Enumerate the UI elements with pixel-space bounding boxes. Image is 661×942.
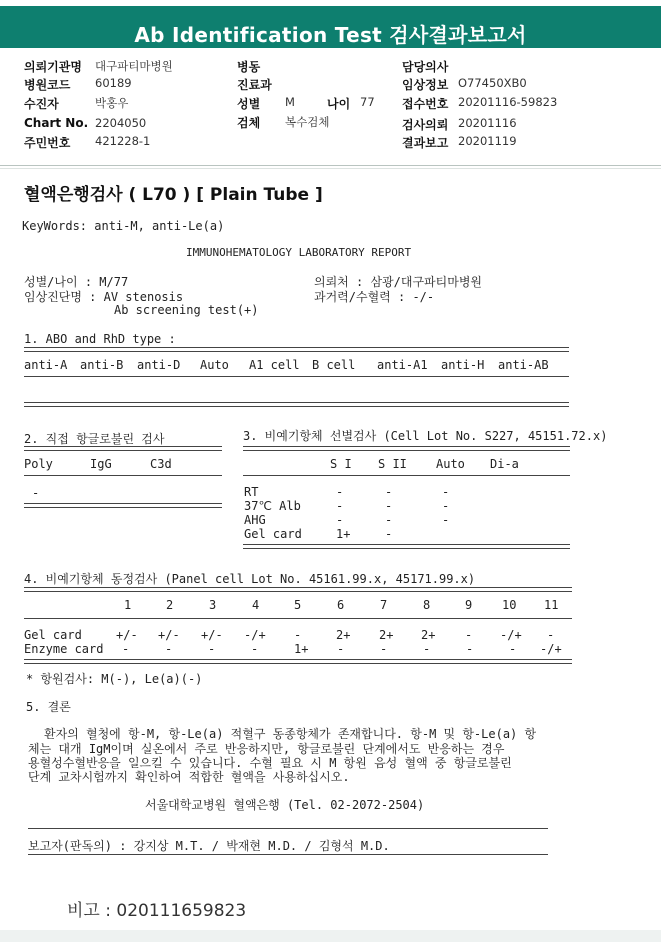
s2-rule-bottom [24, 503, 222, 508]
s3-header-dia: Di-a [490, 457, 519, 471]
chart-no-value: 2204050 [95, 116, 147, 130]
s3-title: 3. 비예기항체 선별검사 (Cell Lot No. S227, 45151.72.x) [243, 429, 608, 443]
resident-no-value: 421228-1 [95, 134, 151, 148]
s4-cell: +/- [201, 628, 223, 642]
s4-cell: +/- [158, 628, 180, 642]
referral: 의뢰처 : 삼광/대구파티마병원 [314, 275, 483, 289]
s4-rule-top [24, 587, 572, 592]
institution-label: 의뢰기관명 [24, 60, 82, 74]
receipt-no-label: 접수번호 [402, 97, 449, 111]
s4-cell: -/+ [540, 642, 562, 656]
s4-cell: 1+ [294, 642, 309, 656]
institution-value: 대구파티마병원 [95, 59, 173, 73]
body-divider [0, 168, 661, 169]
sex-label: 성별 [237, 97, 261, 111]
s3-rule-mid [243, 475, 570, 476]
s4-cell: - [294, 628, 302, 642]
s4-col: 5 [294, 598, 302, 612]
conclusion-line: 체는 대개 IgM이며 실온에서 주로 반응하지만, 항글로불린 단계에서도 반응하는 경우 [28, 742, 505, 756]
s3-cell: 1+ [336, 527, 351, 541]
s4-cell: - [547, 628, 555, 642]
s4-cell: 2+ [421, 628, 436, 642]
s1-title: 1. ABO and RhD type : [24, 332, 176, 346]
hospital-code-value: 60189 [95, 76, 132, 90]
s4-cell: +/- [116, 628, 138, 642]
s4-rule-mid [24, 618, 572, 619]
s2-title: 2. 직접 항글로불린 검사 [24, 432, 165, 446]
keywords: KeyWords: anti-M, anti-Le(a) [22, 219, 225, 233]
s4-cell: - [337, 642, 345, 656]
s1-header-b-cell: B cell [312, 358, 356, 372]
s4-title: 4. 비예기항체 동정검사 (Panel cell Lot No. 45161.99.x, 45171.99.x) [24, 572, 476, 586]
s4-cell: - [208, 642, 216, 656]
s3-rule-top [243, 446, 570, 451]
s4-cell: - [165, 642, 173, 656]
s2-rule-top [24, 446, 222, 451]
issuer: 서울대학교병원 혈액은행 (Tel. 02-2072-2504) [145, 798, 425, 812]
s3-rule-bottom [243, 544, 570, 549]
conclusion-line: 단계 교차시험까지 확인하여 적합한 혈액을 사용하십시오. [28, 770, 350, 784]
memo: 비고 : 020111659823 [67, 901, 247, 921]
clinical-info-value: O77450XB0 [458, 76, 527, 90]
s4-cell: -/+ [500, 628, 522, 642]
s3-cell: - [385, 499, 393, 513]
receipt-no-value: 20201116-59823 [458, 95, 558, 109]
result-report-label: 결과보고 [402, 136, 449, 150]
s1-header-anti-a: anti-A [24, 358, 68, 372]
s2-header-c3d: C3d [150, 457, 172, 471]
s3-header-s1: S I [330, 457, 352, 471]
s2-value-poly: - [32, 486, 40, 500]
report-title: Ab Identification Test 검사결과보고서 [134, 23, 527, 47]
doctor-label: 담당의사 [402, 60, 449, 74]
s1-rule-mid [24, 376, 569, 377]
clinical-info-label: 임상정보 [402, 78, 449, 92]
s4-col: 2 [166, 598, 174, 612]
s4-col: 9 [465, 598, 473, 612]
result-report-value: 20201119 [458, 134, 517, 148]
collector-label: 수진자 [24, 97, 59, 111]
s4-cell: - [380, 642, 388, 656]
specimen-value: 복수검체 [285, 115, 330, 129]
s4-cell: -/+ [244, 628, 266, 642]
s4-cell: 2+ [379, 628, 394, 642]
s5-title: 5. 결론 [26, 700, 71, 714]
s3-cell: - [385, 513, 393, 527]
s3-cell: - [336, 513, 344, 527]
resident-no-label: 주민번호 [24, 136, 71, 150]
sex-value: M [285, 95, 295, 109]
history: 과거력/수혈력 : -/- [314, 290, 435, 304]
lab-title: IMMUNOHEMATOLOGY LABORATORY REPORT [186, 246, 412, 259]
s4-col: 1 [124, 598, 132, 612]
antigen-test: * 항원검사: M(-), Le(a)(-) [26, 672, 203, 686]
diagnosis-line2: Ab screening test(+) [114, 303, 259, 317]
sex-age: 성별/나이 : M/77 [24, 275, 129, 289]
s3-row-label: RT [244, 485, 259, 499]
conclusion-line: 용혈성수혈반응을 일으킬 수 있습니다. 수혈 필요 시 M 항원 음성 혈액 중 항글로불린 [28, 756, 512, 770]
ward-label: 병동 [237, 60, 261, 74]
collector-value: 박홍우 [95, 96, 129, 110]
s4-cell: - [122, 642, 130, 656]
s1-header-anti-ab: anti-AB [498, 358, 549, 372]
s1-header-anti-a1: anti-A1 [377, 358, 428, 372]
s3-cell: - [442, 513, 450, 527]
hospital-code-label: 병원코드 [24, 78, 71, 92]
section-title: 혈액은행검사 ( L70 ) [ Plain Tube ] [24, 185, 323, 205]
s2-rule-mid [24, 475, 222, 476]
s4-col: 11 [544, 598, 559, 612]
s3-row-label: AHG [244, 513, 266, 527]
test-request-label: 검사의뢰 [402, 118, 449, 132]
header-divider [0, 165, 661, 166]
diagnosis-line1: 임상진단명 : AV stenosis [24, 290, 184, 304]
s3-cell: - [385, 485, 393, 499]
s2-header-poly: Poly [24, 457, 53, 471]
s4-cell: 2+ [336, 628, 351, 642]
s4-col: 3 [209, 598, 217, 612]
s4-cell: - [466, 642, 474, 656]
specimen-label: 검체 [237, 116, 261, 130]
s1-header-anti-b: anti-B [80, 358, 124, 372]
chart-no-label: Chart No. [24, 116, 89, 130]
s1-header-anti-h: anti-H [441, 358, 485, 372]
s1-header-a1-cell: A1 cell [249, 358, 300, 372]
s3-cell: - [336, 485, 344, 499]
s3-cell: - [442, 485, 450, 499]
department-label: 진료과 [237, 78, 272, 92]
report-rule [28, 828, 548, 829]
s3-header-s2: S II [378, 457, 407, 471]
title-bar [0, 6, 661, 48]
s1-header-anti-d: anti-D [137, 358, 181, 372]
s4-rule-bottom [24, 659, 572, 664]
s4-row-label: Gel card [24, 628, 82, 642]
s3-cell: - [336, 499, 344, 513]
test-request-value: 20201116 [458, 116, 517, 130]
s3-row-label: 37℃ Alb [244, 499, 301, 513]
s4-row-label: Enzyme card [24, 642, 104, 656]
s4-col: 6 [337, 598, 345, 612]
s4-col: 10 [502, 598, 517, 612]
s3-cell: - [385, 527, 393, 541]
bottom-band [0, 930, 661, 942]
s4-col: 4 [252, 598, 260, 612]
age-value: 77 [360, 95, 375, 109]
conclusion-line: 환자의 혈청에 항-M, 항-Le(a) 적혈구 동종항체가 존재합니다. 항-M 및 항-Le(a) 항 [44, 727, 537, 741]
s4-cell: - [509, 642, 517, 656]
s1-rule-top [24, 347, 569, 352]
s1-header-auto: Auto [200, 358, 229, 372]
s4-cell: - [423, 642, 431, 656]
report-rule [28, 854, 548, 855]
s3-header-auto: Auto [436, 457, 465, 471]
s4-col: 7 [380, 598, 388, 612]
s4-cell: - [465, 628, 473, 642]
s4-col: 8 [423, 598, 431, 612]
s2-header-igg: IgG [90, 457, 112, 471]
s3-row-label: Gel card [244, 527, 302, 541]
s3-cell: - [442, 499, 450, 513]
s1-rule-bottom [24, 402, 569, 407]
s4-cell: - [251, 642, 259, 656]
age-label: 나이 [327, 97, 351, 111]
reporter: 보고자(판독의) : 강지상 M.T. / 박재현 M.D. / 김형석 M.D. [28, 839, 390, 853]
